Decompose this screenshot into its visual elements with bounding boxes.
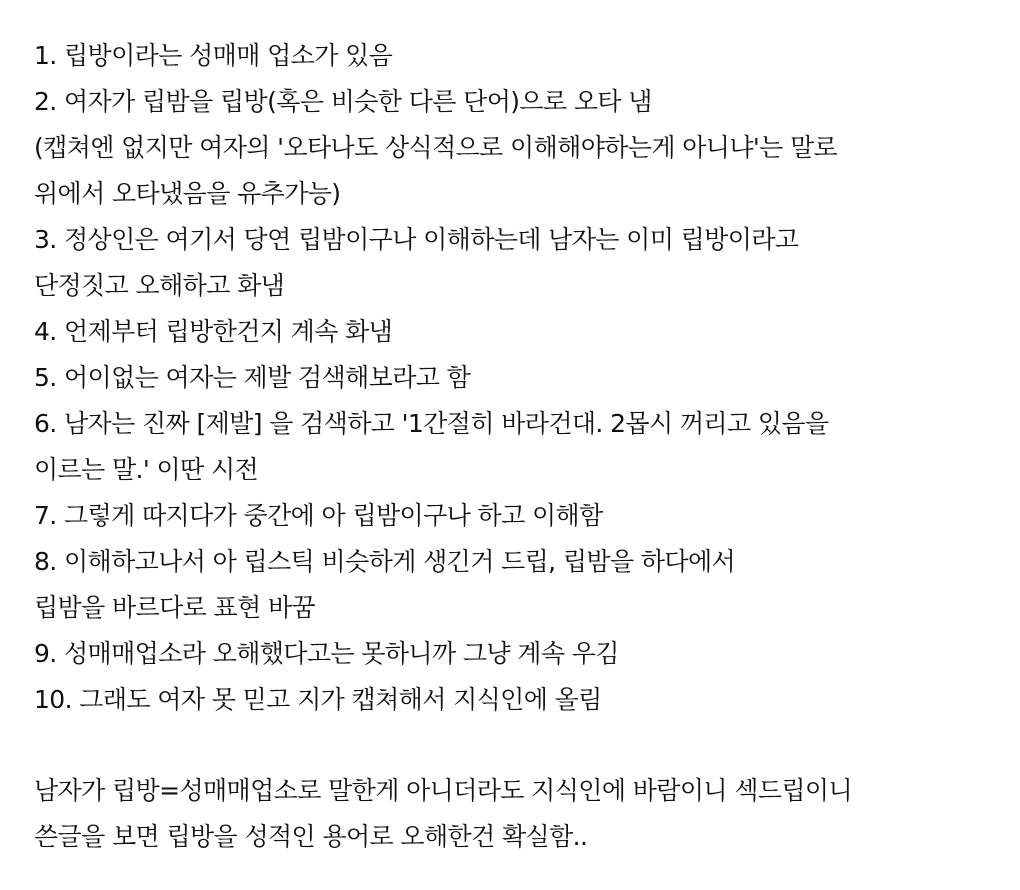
text-line-1: 1. 립방이라는 성매매 업소가 있음 — [34, 41, 393, 70]
text-line-15: 10. 그래도 여자 못 믿고 지가 캡쳐해서 지식인에 올림 — [34, 685, 602, 714]
text-line-4: 위에서 오타냈음을 유추가능) — [34, 179, 341, 208]
text-line-7: 4. 언제부터 립방한건지 계속 화냄 — [34, 317, 393, 346]
document-body — [34, 33, 994, 860]
conclusion-line-2: 쓴글을 보면 립방을 성적인 용어로 오해한건 확실함.. — [34, 822, 588, 851]
text-line-13: 립밤을 바르다로 표현 바꿈 — [34, 593, 316, 622]
text-line-6: 단정짓고 오해하고 화냄 — [34, 271, 285, 300]
conclusion-line-1: 남자가 립방=성매매업소로 말한게 아니더라도 지식인에 바람이니 섹드립이니 — [34, 776, 853, 805]
text-line-5: 3. 정상인은 여기서 당연 립밤이구나 이해하는데 남자는 이미 립방이라고 — [34, 225, 799, 254]
text-line-14: 9. 성매매업소라 오해했다고는 못하니까 그냥 계속 우김 — [34, 639, 619, 668]
text-line-2: 2. 여자가 립밤을 립방(혹은 비슷한 다른 단어)으로 오타 냄 — [34, 87, 652, 116]
paragraph-gap — [34, 723, 994, 768]
text-line-11: 7. 그렇게 따지다가 중간에 아 립밤이구나 하고 이해함 — [34, 501, 603, 530]
text-line-12: 8. 이해하고나서 아 립스틱 비슷하게 생긴거 드립, 립밤을 하다에서 — [34, 547, 736, 576]
text-line-10: 이르는 말.' 이딴 시전 — [34, 455, 259, 484]
text-line-3: (캡쳐엔 없지만 여자의 '오타나도 상식적으로 이해해야하는게 아니냐'는 말로 — [34, 133, 838, 162]
text-line-8: 5. 어이없는 여자는 제발 검색해보라고 함 — [34, 363, 471, 392]
text-line-9: 6. 남자는 진짜 [제발] 을 검색하고 '1간절히 바라건대. 2몹시 꺼리고 있음을 — [34, 409, 829, 438]
